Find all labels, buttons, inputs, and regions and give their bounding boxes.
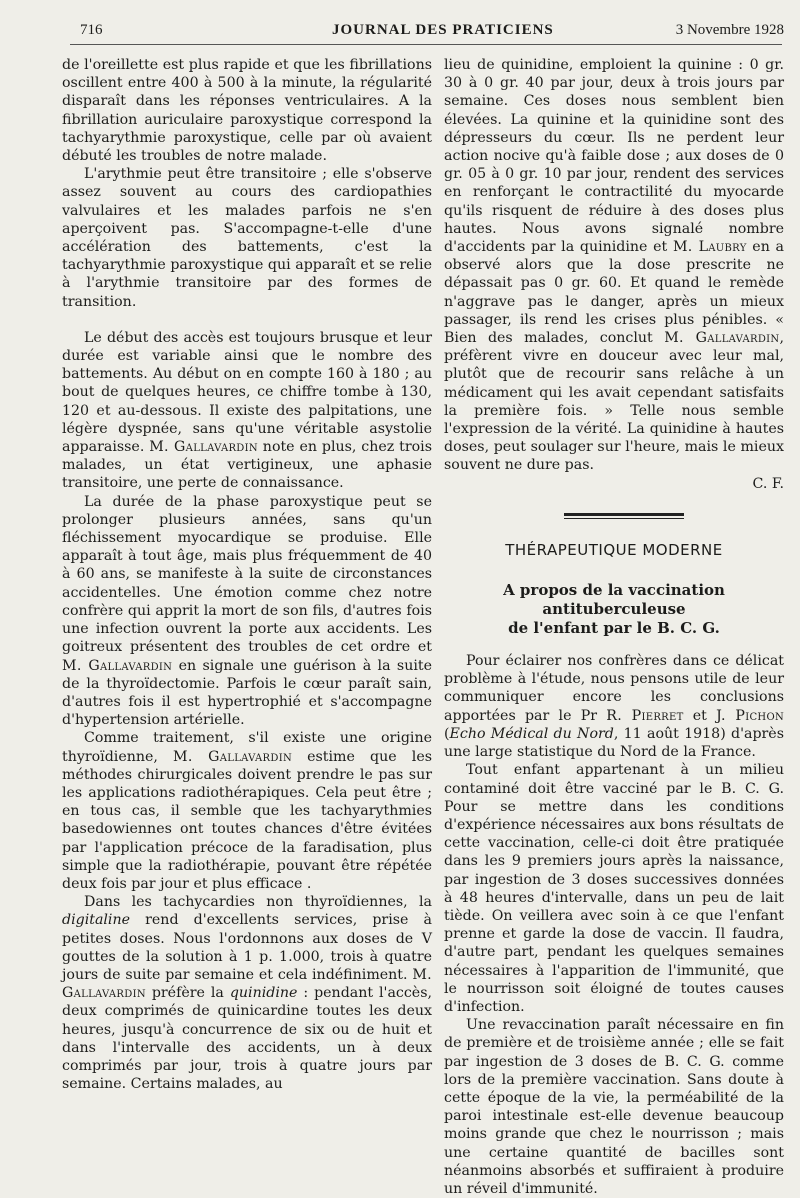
paragraph-text: en signale une guérison à la suite de la thyroïdectomie. Parfois le cœur paraît sain, d'autres fois il est hypertrophié et s'accompagne d'hypertension artérielle.	[62, 657, 432, 729]
paragraph-text: lieu de quinidine, emploient la quinine : 0 gr. 30 à 0 gr. 40 par jour, deux à trois jours par semaine. Ces doses nous semblent bien élevées. La quinine et la quinidine sont des dépresseurs du cœur. Ils ne perdent leur action nocive qu'à faible dose ; aux doses de 0 gr. 05 à 0 gr. 10 par jour, rendent des services en renforçant le contractilité du myocarde qu'ils risquent de réduire à des doses plus hautes. Nous avons signalé nombre d'accidents par la quinidine et	[444, 57, 784, 256]
article-title	[444, 581, 784, 638]
left-column	[62, 56, 432, 1093]
paragraph	[62, 493, 432, 730]
paragraph: de l'oreillette est plus rapide et que les fibrillations oscillent entre 400 à 500 à la minute, la régularité disparaît dans les réponses ventriculaires. A la fibrillation auriculaire paroxystique correspond la tachyarythmie paroxystique, celle par où avaient débuté les troubles de notre malade.	[62, 57, 432, 165]
paragraph-text: en a observé alors que la dose prescrite ne dépassait pas 0 gr. 60. Et quand le remède n'aggrave pas le danger, après un mieux passager, ils rend les crises plus pénibles. « Bien des malades, conclut	[444, 239, 784, 347]
paragraph	[62, 893, 432, 1093]
paragraph-gap	[62, 311, 432, 329]
journal-title: JOURNAL DES PRATICIENS	[332, 22, 554, 38]
paragraph-text: Comme traitement, s'il existe une origine thyroïdienne,	[62, 730, 432, 765]
author-name: M. Gallavardin	[62, 657, 173, 674]
paragraph-text: (	[444, 725, 450, 742]
paragraph-text: , préfèrent vivre en douceur avec leur mal, plutôt que de recourir sans relâche à un médicament qui les avait cependant satisfaits la première fois. » Telle nous semble l'expression de la vérité. La quinidine à hautes doses, peut soulager sur l'heure, mais le mieux souvent ne dure pas.	[444, 330, 784, 474]
paragraph-text: et	[683, 707, 717, 724]
drug-name: quinidine	[229, 985, 298, 1002]
paragraph: Une revaccination paraît nécessaire en fin de première et de troisième année ; elle se fait par ingestion de 3 doses de B. C. G. comme lors de la première vaccination. Sans doute à cette époque de la vie, la perméabilité de la paroi intestinale est-elle devenue beaucoup moins grande que chez le nourrisson ; mais une certaine quantité de bacilles sont néanmoins absorbés et suffiraient à produire un réveil d'immunité.	[444, 1017, 784, 1197]
paragraph-text: note en plus, chez trois malades, un état vertigineux, une aphasie transitoire, une perte de connaissance.	[62, 439, 432, 492]
paragraph-text: Pour éclairer nos confrères dans ce délicat problème à l'étude, nous pensons utile de leur communiquer encore les conclusions apportées par le Pr	[444, 653, 784, 724]
issue-date: 3 Novembre 1928	[675, 22, 784, 38]
author-name: J. Pichon	[716, 707, 784, 724]
paragraph-text: estime que les méthodes chirurgicales doivent prendre le pas sur les applications radiothérapiques. Cela peut être ; en tous cas, il semble que les tachyarythmies basedowiennes ont toutes chances d'être évitées par l'application précoce de la faradisation, plus simple que la radiothérapie, pouvant être répétée deux fois par jour et plus efficace .	[62, 748, 432, 892]
drug-name: digitaline	[62, 912, 131, 929]
paragraph: L'arythmie peut être transitoire ; elle s'observe assez souvent au cours des cardiopathies valvulaires et les malades parfois ne s'en aperçoivent pas. S'accompagne-t-elle d'une accélération des battements, c'est la tachyarythmie paroxystique qui apparaît et se relie à l'arythmie transitoire par des formes de transition.	[62, 166, 432, 310]
paragraph-text: rend d'excellents services, prise à petites doses. Nous l'ordonnons aux doses de V gouttes de la solution à 1 p. 1.000, trois à quatre jours de suite par semaine et cela indéfiniment.	[62, 912, 432, 983]
divider-thick	[564, 513, 684, 516]
page-header	[72, 20, 784, 42]
journal-citation: Echo Médical du Nord	[449, 725, 614, 742]
paragraph	[62, 729, 432, 893]
paragraph-text: préfère la	[145, 985, 230, 1002]
section-divider	[444, 513, 784, 519]
author-name: M. Gallavardin	[149, 439, 258, 456]
paragraph-text: , 11 août 1918) d'après une large statistique du Nord de la France.	[444, 725, 784, 761]
article-title-line: A propos de la vaccination antituberculeuse	[503, 581, 725, 619]
paragraph	[62, 329, 432, 493]
signature: C. F.	[752, 475, 784, 492]
author-name: M. Gallavardin	[664, 330, 780, 347]
paragraph: Tout enfant appartenant à un milieu contaminé doit être vacciné par le B. C. G. Pour se mettre dans les conditions d'expérience nécessaires aux bons résultats de cette vaccination, celle-ci doit être pratiquée dans les 9 premiers jours après la naissance, par ingestion de 3 doses successives données à 48 heures d'intervalle, dans un peu de lait tiède. On veillera avec soin à ce que l'enfant prenne et garde la dose de vaccin. Il faudra, d'autre part, pendant les quelques semaines nécessaires à l'apparition de l'immunité, que le nourrisson soit éloigné de toutes causes d'infection.	[444, 762, 784, 1015]
author-name: M. Laubry	[672, 239, 747, 256]
header-rule	[70, 44, 782, 45]
paragraph	[444, 56, 784, 475]
page-number: 716	[80, 22, 103, 38]
paragraph-text: Dans les tachycardies non thyroïdiennes, la	[84, 894, 432, 911]
paragraph-text: Le début des accès est toujours brusque et leur durée est variable ainsi que le nombre des battements. Au début on en compte 160 à 180 ; au bout de quelques heures, ce chiffre tombe à 130, 120 et au-dessous. Il existe des palpitations, une légère dyspnée, sans qu'une véritable asystolie apparaisse.	[62, 329, 432, 456]
author-name: M. Gallavardin	[173, 748, 292, 765]
divider-thin	[564, 518, 684, 519]
right-column	[444, 56, 784, 1198]
paragraph-text: La durée de la phase paroxystique peut se prolonger plusieurs années, sans qu'un fléchissement myocardique se produise. Elle apparaît à tout âge, mais plus fréquemment de 40 à 60 ans, se manifeste à la suite de circonstances accidentelles. Une émotion comme chez notre confrère qui apprit la mort de son fils, d'autres fois une infection ouvrent la porte aux accidents. Les goitreux présentent des troubles de cet ordre et	[62, 493, 432, 656]
author-name: M. Gallavardin	[62, 966, 432, 1002]
paragraph-text: : pendant l'accès, deux comprimés de quinicardine toutes les deux heures, jusqu'à concurrence de six ou de huit et dans l'intervalle des accidents, un à deux comprimés par jour, trois à quatre jours par semaine. Certains malades, au	[62, 985, 432, 1093]
section-title: THÉRAPEUTIQUE MODERNE	[505, 540, 723, 559]
paragraph	[444, 652, 784, 761]
author-name: R. Pierret	[606, 707, 684, 724]
article-title-line: de l'enfant par le B. C. G.	[508, 619, 720, 638]
